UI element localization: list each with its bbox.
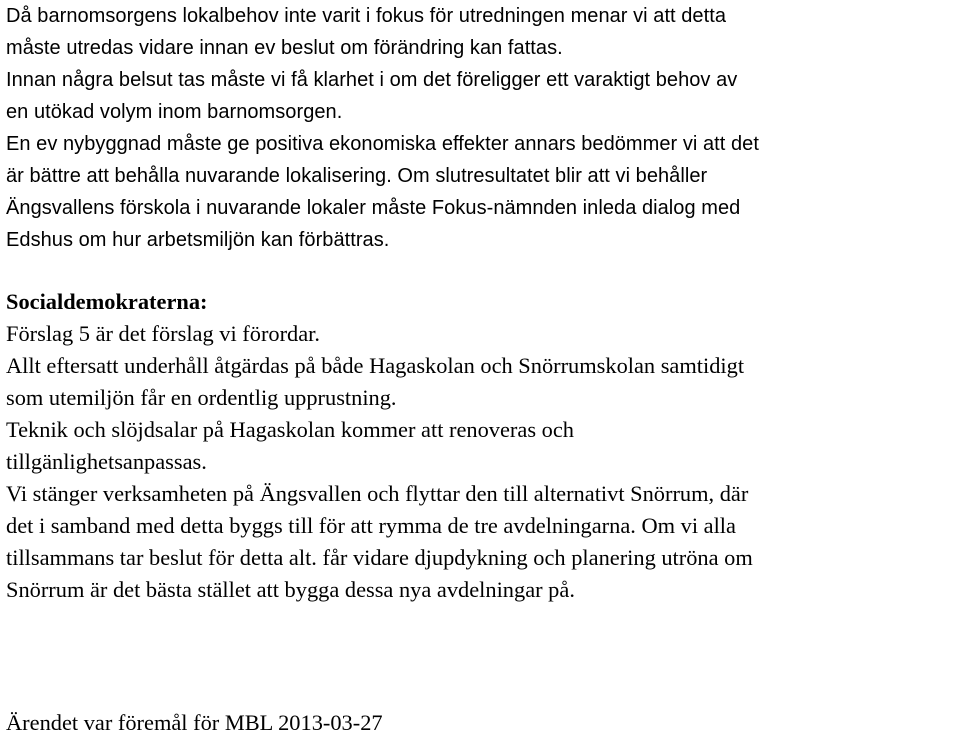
paragraph-spacer <box>6 256 956 286</box>
text-line: är bättre att behålla nuvarande lokalisering. Om slutresultatet blir att vi behåller <box>6 165 708 187</box>
text-line: Edshus om hur arbetsmiljön kan förbättras. <box>6 229 390 251</box>
text-line: Innan några belsut tas måste vi få klarhet i om det föreligger ett varaktigt behov av <box>6 69 738 91</box>
text-line: Förslag 5 är det förslag vi förordar. <box>6 321 321 346</box>
text-line: en utökad volym inom barnomsorgen. <box>6 101 343 123</box>
text-line: En ev nybyggnad måste ge positiva ekonomiska effekter annars bedömmer vi att det <box>6 133 759 155</box>
text-line: Snörrum är det bästa stället att bygga dessa nya avdelningar på. <box>6 577 575 602</box>
text-line: måste utredas vidare innan ev beslut om förändring kan fattas. <box>6 37 563 59</box>
text-line: som utemiljön får en ordentlig upprustning. <box>6 385 397 410</box>
text-line: Ängsvallens förskola i nuvarande lokaler måste Fokus-nämnden inleda dialog med <box>6 197 741 219</box>
paragraph-barnomsorg <box>6 0 956 256</box>
footer-mbl-note: Ärendet var föremål för MBL 2013-03-27 <box>6 710 383 735</box>
text-line: Allt eftersatt underhåll åtgärdas på både Hagaskolan och Snörrumskolan samtidigt <box>6 353 745 378</box>
document-body <box>6 0 956 606</box>
section-socialdemokraterna <box>6 286 956 606</box>
text-line: tillsammans tar beslut för detta alt. får vidare djupdykning och planering utröna om <box>6 545 753 570</box>
text-line: det i samband med detta byggs till för att rymma de tre avdelningarna. Om vi alla <box>6 513 736 538</box>
section-heading: Socialdemokraterna: <box>6 289 208 314</box>
text-line: Teknik och slöjdsalar på Hagaskolan kommer att renoveras och <box>6 417 574 442</box>
text-line: Vi stänger verksamheten på Ängsvallen och flyttar den till alternativt Snörrum, där <box>6 481 749 506</box>
text-line: tillgänlighetsanpassas. <box>6 449 207 474</box>
text-line: Då barnomsorgens lokalbehov inte varit i fokus för utredningen menar vi att detta <box>6 5 726 27</box>
